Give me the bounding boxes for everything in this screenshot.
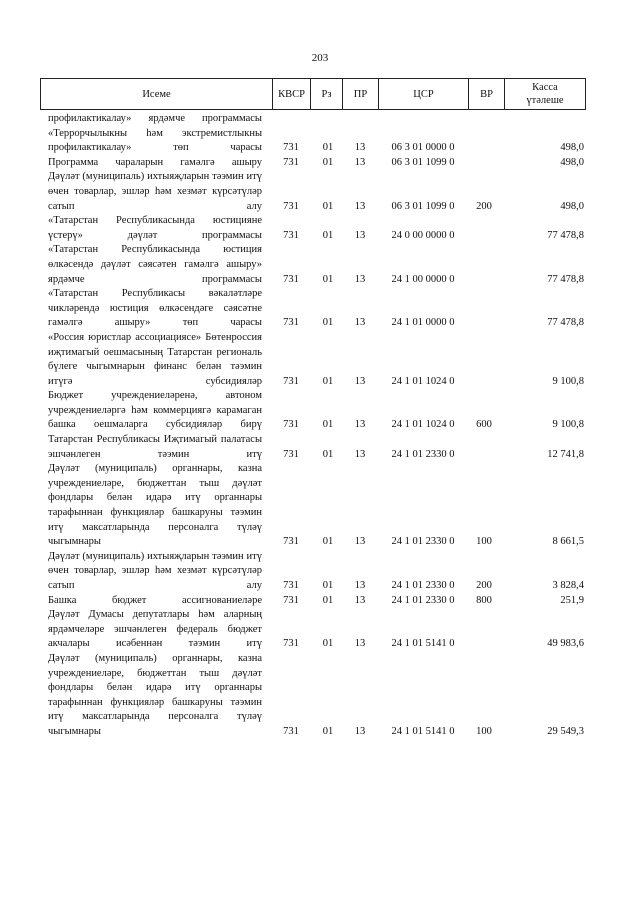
table-row xyxy=(40,214,586,243)
row-kvsr: 731 xyxy=(283,580,299,591)
row-kassa: 3 828,4 xyxy=(552,580,584,591)
row-kassa: 8 661,5 xyxy=(552,536,584,548)
row-kvsr: 731 xyxy=(283,317,299,329)
row-pr: 13 xyxy=(354,419,366,431)
row-kassa: 77 478,8 xyxy=(547,317,584,329)
row-pr: 13 xyxy=(354,273,366,285)
row-name: Программа чараларын гамәлгә ашыру xyxy=(48,156,262,168)
row-kvsr: 731 xyxy=(283,725,299,737)
table-row xyxy=(40,652,586,740)
row-name: Дәүләт Думасы депутатлары һәм аларның ярдәмчеләре эшчәнлеген федераль бюджет акчалары исәбеннән тәэмин итү xyxy=(48,609,262,650)
row-name: Дәүләт (муниципаль) ихтыяҗларын тәэмин итү өчен товарлар, эшләр һәм хезмәт күрсәтүләр сатып алу xyxy=(48,550,262,591)
table-row xyxy=(40,170,586,214)
table-row xyxy=(40,156,586,171)
row-pr: 13 xyxy=(354,156,366,168)
row-kassa: 498,0 xyxy=(560,142,584,154)
row-kassa: 77 478,8 xyxy=(547,273,584,285)
row-kassa: 498,0 xyxy=(560,156,584,168)
row-csr: 06 3 01 0000 0 xyxy=(391,142,455,154)
table-row xyxy=(40,389,586,433)
row-name: «Татарстан Республикасы вәкаләтләре чикләрендә юстиция өлкәсендәге сәясәтне гамәлгә ашыру» төп чарасы xyxy=(48,288,262,329)
row-csr: 24 1 01 2330 0 xyxy=(391,580,455,591)
row-rz: 01 xyxy=(322,200,334,212)
row-name: Башка бюджет ассигнованиеләре xyxy=(48,594,262,606)
column-header-pr: ПР xyxy=(343,79,379,109)
table-row xyxy=(40,608,586,652)
column-header-kassa: Касса үтәлеше xyxy=(526,82,564,106)
row-pr: 13 xyxy=(354,580,366,591)
row-pr: 13 xyxy=(354,317,366,329)
row-csr: 24 1 01 1024 0 xyxy=(391,375,455,387)
table-header xyxy=(40,78,586,110)
row-rz: 01 xyxy=(322,448,334,460)
table-row xyxy=(40,331,586,389)
row-rz: 01 xyxy=(322,142,334,154)
row-pr: 13 xyxy=(354,594,366,606)
row-vr: 200 xyxy=(476,580,492,591)
row-pr: 13 xyxy=(354,725,366,737)
row-pr: 13 xyxy=(354,142,366,154)
table-body xyxy=(40,112,586,740)
row-csr: 24 1 01 2330 0 xyxy=(391,594,455,606)
row-pr: 13 xyxy=(354,375,366,387)
row-kvsr: 731 xyxy=(283,200,299,212)
row-kvsr: 731 xyxy=(283,419,299,431)
row-csr: 24 1 01 0000 0 xyxy=(391,317,455,329)
row-csr: 24 1 01 5141 0 xyxy=(391,638,455,650)
row-kassa: 29 549,3 xyxy=(547,725,584,737)
table-row xyxy=(40,287,586,331)
row-kassa: 251,9 xyxy=(560,594,584,606)
row-vr: 100 xyxy=(476,725,492,737)
row-kvsr: 731 xyxy=(283,448,299,460)
table-row xyxy=(40,462,586,550)
row-csr: 24 0 00 0000 0 xyxy=(391,229,455,241)
row-rz: 01 xyxy=(322,419,334,431)
column-header-name: Исеме xyxy=(41,79,273,109)
row-pr: 13 xyxy=(354,200,366,212)
row-kassa: 498,0 xyxy=(560,200,584,212)
row-name: «Россия юристлар ассоциациясе» Бөтенроссия иҗтимагый оешмасының Татарстан региональ бүлеге чыгымнарын финанс белән тәэмин итүгә субсидияләр xyxy=(48,331,262,387)
row-name: Татарстан Республикасы Иҗтимагый палатасы эшчәнлеген тәэмин итү xyxy=(48,434,262,460)
table-row xyxy=(40,550,586,594)
row-csr: 06 3 01 1099 0 xyxy=(391,200,455,212)
row-csr: 24 1 01 1024 0 xyxy=(391,419,455,431)
row-rz: 01 xyxy=(322,229,334,241)
table-row xyxy=(40,433,586,462)
row-csr: 24 1 00 0000 0 xyxy=(391,273,455,285)
row-rz: 01 xyxy=(322,156,334,168)
row-rz: 01 xyxy=(322,580,334,591)
table-row xyxy=(40,243,586,287)
row-kassa: 12 741,8 xyxy=(547,448,584,460)
row-name: Бюджет учреждениеләренә, автоном учреждениеләргә һәм коммерциягә карамаган башка оешмаларга субсидияләр бирү xyxy=(48,390,262,431)
row-name: «Террорчылыкны һәм экстремистлыкны профилактикалау» төп чарасы xyxy=(48,127,262,154)
row-name: Дәүләт (муниципаль) ихтыяҗларын тәэмин итү өчен товарлар, эшләр һәм хезмәт күрсәтүләр сатып алу xyxy=(48,171,262,212)
row-kvsr: 731 xyxy=(283,594,299,606)
row-rz: 01 xyxy=(322,638,334,650)
row-name: Дәүләт (муниципаль) органнары, казна учреждениеләре, бюджеттан тыш дәүләт фондлары белән идарә итү органнары тарафыннан функцияләр башкаруны тәэмин итү максатларында персоналга түләү чыгымнары xyxy=(48,463,262,548)
row-rz: 01 xyxy=(322,536,334,548)
row-pr: 13 xyxy=(354,448,366,460)
table-row xyxy=(40,594,586,609)
row-name: «Татарстан Республикасында юстиция өлкәсендә дәүләт сәясәтен гамәлгә ашыру» ярдәмче программасы xyxy=(48,244,262,285)
row-kassa: 77 478,8 xyxy=(547,229,584,241)
row-pr: 13 xyxy=(354,638,366,650)
row-name: «Татарстан Республикасында юстицияне үстерү» дәүләт программасы xyxy=(48,215,262,241)
row-csr: 06 3 01 1099 0 xyxy=(391,156,455,168)
page-number: 203 xyxy=(311,52,329,64)
row-kvsr: 731 xyxy=(283,375,299,387)
row-rz: 01 xyxy=(322,317,334,329)
row-vr: 600 xyxy=(476,419,492,431)
row-vr: 200 xyxy=(476,200,492,212)
row-pr: 13 xyxy=(354,229,366,241)
row-rz: 01 xyxy=(322,375,334,387)
column-header-rz: Рз xyxy=(311,79,343,109)
column-header-vr: ВР xyxy=(469,79,505,109)
row-kvsr: 731 xyxy=(283,229,299,241)
row-name: Дәүләт (муниципаль) органнары, казна учреждениеләре, бюджеттан тыш дәүләт фондлары белән идарә итү органнары тарафыннан функцияләр башкаруны тәэмин итү максатларында персоналга түләү чыгымнары xyxy=(48,652,262,737)
row-kvsr: 731 xyxy=(283,638,299,650)
table-row xyxy=(40,112,586,127)
column-header-csr: ЦСР xyxy=(379,79,469,109)
row-vr: 800 xyxy=(476,594,492,606)
row-csr: 24 1 01 2330 0 xyxy=(391,448,455,460)
table-row xyxy=(40,127,586,156)
row-kvsr: 731 xyxy=(283,273,299,285)
row-kassa: 9 100,8 xyxy=(552,419,584,431)
row-pr: 13 xyxy=(354,536,366,548)
row-kassa: 9 100,8 xyxy=(552,375,584,387)
row-rz: 01 xyxy=(322,594,334,606)
row-kvsr: 731 xyxy=(283,142,299,154)
column-header-kvsr: КВСР xyxy=(273,79,311,109)
row-kvsr: 731 xyxy=(283,156,299,168)
row-csr: 24 1 01 5141 0 xyxy=(391,725,455,737)
row-csr: 24 1 01 2330 0 xyxy=(391,536,455,548)
row-name: профилактикалау» ярдәмче программасы xyxy=(48,113,262,124)
row-rz: 01 xyxy=(322,273,334,285)
row-kvsr: 731 xyxy=(283,536,299,548)
row-vr: 100 xyxy=(476,536,492,548)
row-kassa: 49 983,6 xyxy=(547,638,584,650)
row-rz: 01 xyxy=(322,725,334,737)
